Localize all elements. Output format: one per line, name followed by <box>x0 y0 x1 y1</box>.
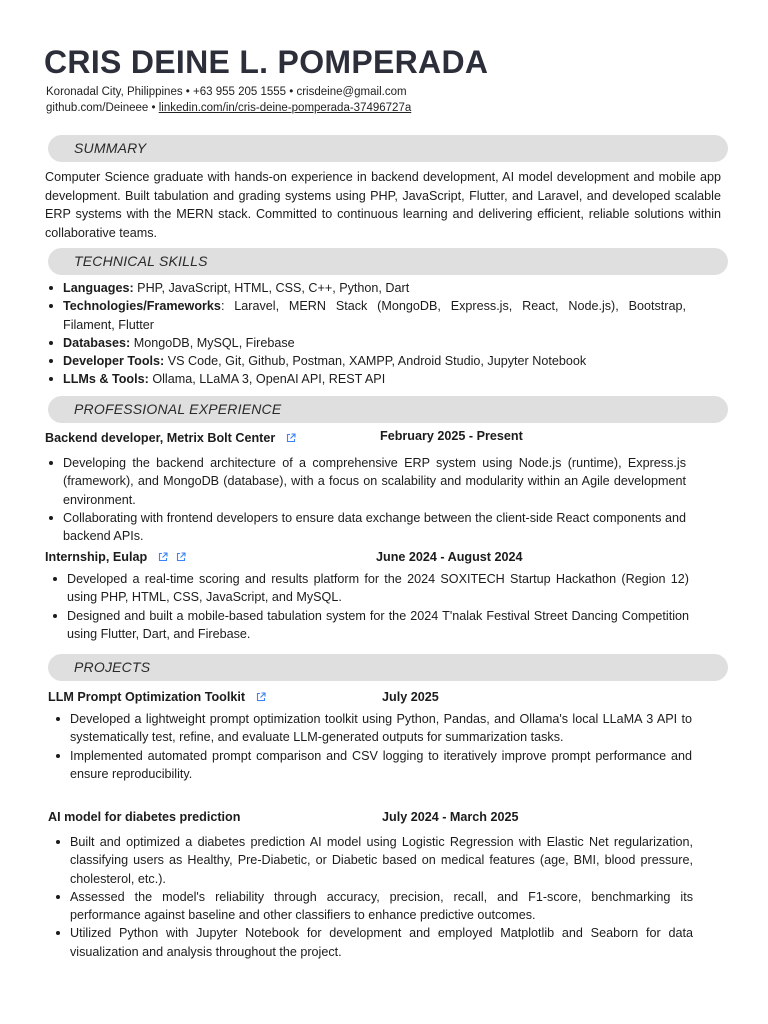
experience-title-text: Backend developer, Metrix Bolt Center <box>45 431 276 445</box>
bullet-item: Utilized Python with Jupyter Notebook for development and employed Matplotlib and Seaborn for data visualization and analysis throughout the project. <box>53 924 693 961</box>
skill-key: Databases: <box>63 335 131 350</box>
contact-separator: • <box>148 102 159 114</box>
external-link-icon[interactable] <box>256 692 266 702</box>
skills-section-title: TECHNICAL SKILLS <box>74 253 208 269</box>
projects-section-header <box>48 654 728 681</box>
experience-section-header <box>48 396 728 423</box>
experience-title <box>45 550 186 564</box>
skill-item <box>46 334 686 352</box>
skill-item <box>46 279 686 297</box>
project-title <box>48 690 266 704</box>
skill-value: VS Code, Git, Github, Postman, XAMPP, Android Studio, Jupyter Notebook <box>164 354 587 369</box>
summary-section-header <box>48 135 728 162</box>
external-link-icon[interactable] <box>176 552 186 562</box>
skill-item <box>46 352 686 370</box>
skill-value: : Laravel, MERN Stack (MongoDB, Express.js, React, Node.js), Bootstrap, Filament, Flutter <box>63 299 686 332</box>
experience-date: June 2024 - August 2024 <box>376 550 523 564</box>
project-title-text: LLM Prompt Optimization Toolkit <box>48 690 246 704</box>
bullet-item: Developed a lightweight prompt optimization toolkit using Python, Pandas, and Ollama's local LLaMA 3 API to systematically test, refine, and evaluate LLM-generated outputs for summarization tasks. <box>53 710 692 747</box>
bullet-item: Collaborating with frontend developers to ensure data exchange between the client-side React components and backend APIs. <box>46 509 686 546</box>
skill-key: LLMs & Tools: <box>63 372 149 387</box>
skills-list <box>46 279 686 389</box>
experience-section-title: PROFESSIONAL EXPERIENCE <box>74 401 282 417</box>
skill-value: MongoDB, MySQL, Firebase <box>130 335 295 350</box>
bullet-item: Implemented automated prompt comparison and CSV logging to iteratively improve prompt performance and ensure reproducibility. <box>53 747 692 784</box>
external-link-icon[interactable] <box>286 433 296 443</box>
skill-item <box>46 370 686 388</box>
experience-bullets <box>50 570 689 643</box>
experience-bullets <box>46 454 686 545</box>
summary-text: Computer Science graduate with hands-on experience in backend development, AI model development and mobile app development. Built tabulation and grading systems using PHP, JavaScript, Flutter, and Laravel, and developed scalable ERP systems with the MERN stack. Committed to continuous learning and delivering efficient, reliable solutions within collaborative teams. <box>45 170 721 240</box>
skill-value: Ollama, LLaMA 3, OpenAI API, REST API <box>148 372 386 387</box>
bullet-item: Designed and built a mobile-based tabulation system for the 2024 T'nalak Festival Street Dancing Competition using Flutter, Dart, and Firebase. <box>50 607 689 644</box>
skill-key: Technologies/Frameworks <box>63 299 221 314</box>
skills-section-header <box>48 248 728 275</box>
linkedin-link[interactable]: linkedin.com/in/cris-deine-pomperada-37496727a <box>158 102 412 114</box>
contact-line-1: Koronadal City, Philippines • +63 955 205 1555 • crisdeine@gmail.com <box>46 86 407 98</box>
skill-key: Developer Tools: <box>63 354 165 369</box>
bullet-item: Assessed the model's reliability through accuracy, precision, recall, and F1-score, benchmarking its performance against baseline and other classifiers to enhance predictive outcomes. <box>53 888 693 925</box>
github-link[interactable]: github.com/Deineee <box>46 102 149 114</box>
skill-value: PHP, JavaScript, HTML, CSS, C++, Python, Dart <box>133 281 410 295</box>
bullet-item: Built and optimized a diabetes prediction AI model using Logistic Regression with Elastic Net regularization, classifying users as Healthy, Pre-Diabetic, or Diabetic based on medical features (age, BMI, blood pressure, cholesterol, etc.). <box>53 833 693 888</box>
project-bullets <box>53 710 692 783</box>
external-link-icon[interactable] <box>158 552 168 562</box>
skill-key: Languages: <box>63 281 134 295</box>
projects-section-title: PROJECTS <box>74 659 151 675</box>
bullet-item: Developed a real-time scoring and results platform for the 2024 SOXITECH Startup Hackathon (Region 12) using PHP, HTML, CSS, JavaScript, and MySQL. <box>50 570 689 607</box>
skill-item <box>46 297 686 334</box>
project-title-text: AI model for diabetes prediction <box>48 810 241 824</box>
candidate-name: CRIS DEINE L. POMPERADA <box>44 44 489 80</box>
experience-title-text: Internship, Eulap <box>45 550 148 564</box>
experience-title <box>45 431 296 445</box>
contact-line-2 <box>46 102 411 114</box>
project-bullets <box>53 833 693 961</box>
project-date: July 2025 <box>382 690 439 704</box>
summary-section-title: SUMMARY <box>74 140 147 156</box>
bullet-item: Developing the backend architecture of a comprehensive ERP system using Node.js (runtime), Express.js (framework), and MongoDB (database), with a focus on scalability and modularity within an Agile development environment. <box>46 454 686 509</box>
project-date: July 2024 - March 2025 <box>382 810 519 824</box>
experience-date: February 2025 - Present <box>380 429 523 443</box>
project-title <box>48 810 240 824</box>
